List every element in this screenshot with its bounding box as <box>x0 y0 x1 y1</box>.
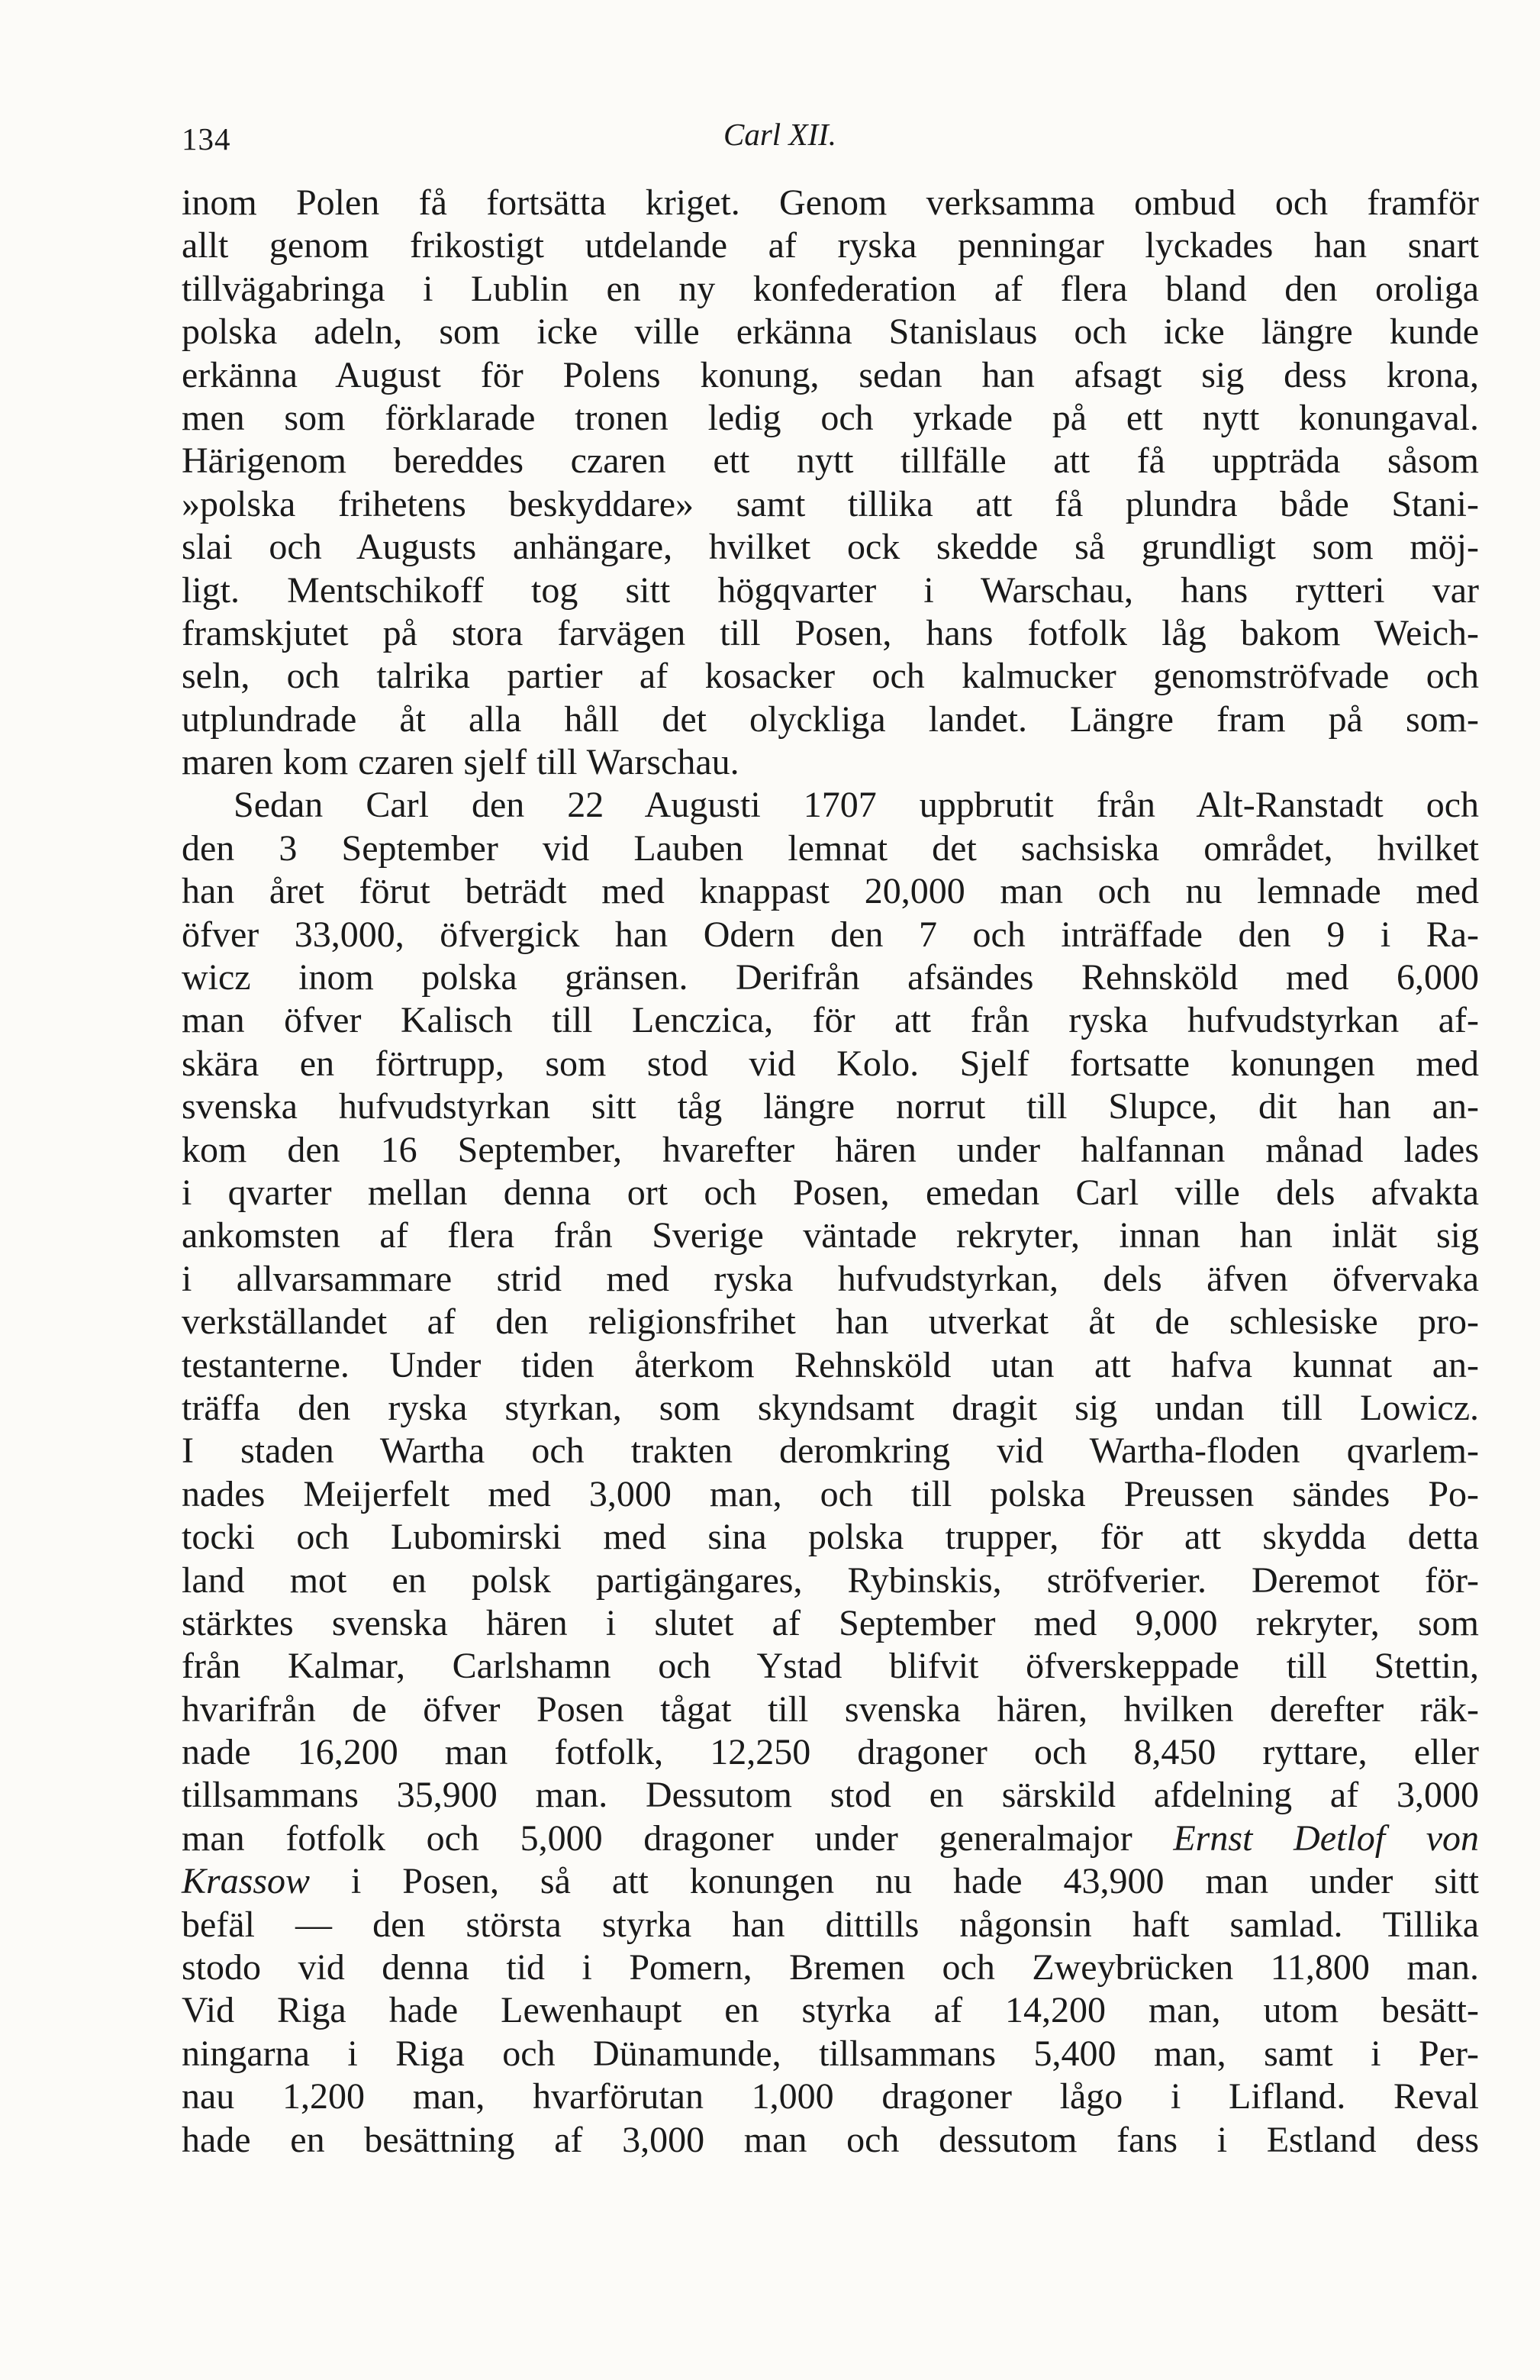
text-line: hvarifrån de öfver Posen tågat till svenska hären, hvilken derefter räk- <box>182 1688 1479 1730</box>
text-line: erkänna August för Polens konung, sedan han afsagt sig dess krona, <box>182 354 1479 395</box>
paragraph-end-line: maren kom czaren sjelf till Warschau. <box>182 742 739 783</box>
text-line: ningarna i Riga och Dünamunde, tillsammans 5,400 man, samt i Per- <box>182 2033 1479 2074</box>
running-title: Carl XII. <box>723 117 837 152</box>
paragraph-start-line: Sedan Carl den 22 Augusti 1707 uppbrutit från Alt-Ranstadt och <box>234 785 1479 826</box>
text-line: utplundrade åt alla håll det olyckliga landet. Längre fram på som- <box>182 698 1479 740</box>
text-line: i allvarsammare strid med ryska hufvudstyrkan, dels äfven öfvervaka <box>182 1258 1479 1299</box>
text-line: testanterne. Under tiden återkom Rehnsköld utan att hafva kunnat an- <box>182 1344 1479 1385</box>
text-line: wicz inom polska gränsen. Derifrån afsändes Rehnsköld med 6,000 <box>182 957 1479 998</box>
text-line: I staden Wartha och trakten deromkring vid Wartha-floden qvarlem- <box>182 1430 1479 1472</box>
text-line: men som förklarade tronen ledig och yrkade på ett nytt konungaval. <box>182 397 1479 438</box>
text-line: tillsammans 35,900 man. Dessutom stod en särskild afdelning af 3,000 <box>182 1775 1479 1816</box>
text-line: träffa den ryska styrkan, som skyndsamt dragit sig undan till Lowicz. <box>182 1387 1479 1428</box>
text-line: slai och Augusts anhängare, hvilket ock skedde så grundligt som möj- <box>182 527 1479 568</box>
text-line: kom den 16 September, hvarefter hären under halfannan månad lades <box>182 1129 1479 1170</box>
text-line: Vid Riga hade Lewenhaupt en styrka af 14,200 man, utom besätt- <box>182 1990 1479 2031</box>
text-line: han året förut beträdt med knappast 20,000 man och nu lemnade med <box>182 871 1479 912</box>
text-segment: man fotfolk och 5,000 dragoner under generalmajor <box>182 1817 1174 1859</box>
text-line: polska adeln, som icke ville erkänna Stanislaus och icke längre kunde <box>182 311 1479 353</box>
text-line: den 3 September vid Lauben lemnat det sachsiska området, hvilket <box>182 827 1479 869</box>
text-line: skära en förtrupp, som stod vid Kolo. Sjelf fortsatte konungen med <box>182 1043 1479 1084</box>
text-line: stärktes svenska hären i slutet af September med 9,000 rekryter, som <box>182 1602 1479 1643</box>
text-line: från Kalmar, Carlshamn och Ystad blifvit öfverskeppade till Stettin, <box>182 1646 1479 1687</box>
text-line: tillvägabringa i Lublin en ny konfederation af flera bland den oroliga <box>182 268 1479 309</box>
text-line: nau 1,200 man, hvarförutan 1,000 dragoner lågo i Lifland. Reval <box>182 2076 1479 2117</box>
text-line: seln, och talrika partier af kosacker och kalmucker genomströfvade och <box>182 656 1479 697</box>
italic-name: Ernst Detlof von <box>1173 1817 1479 1859</box>
text-line: svenska hufvudstyrkan sitt tåg längre norrut till Slupce, dit han an- <box>182 1086 1479 1127</box>
text-line: ligt. Mentschikoff tog sitt högqvarter i Warschau, hans rytteri var <box>182 569 1479 611</box>
text-line: ankomsten af flera från Sverige väntade rekryter, innan han inlät sig <box>182 1215 1479 1256</box>
page-header <box>182 114 1479 160</box>
text-line: nades Meijerfelt med 3,000 man, och till polska Preussen sändes Po- <box>182 1473 1479 1514</box>
text-line: framskjutet på stora farvägen till Posen, hans fotfolk låg bakom Weich- <box>182 612 1479 653</box>
text-line: stodo vid denna tid i Pomern, Bremen och Zweybrücken 11,800 man. <box>182 1947 1479 1988</box>
text-line: land mot en polsk partigängares, Rybinskis, ströfverier. Deremot för- <box>182 1559 1479 1601</box>
text-line: tocki och Lubomirski med sina polska trupper, för att skydda detta <box>182 1517 1479 1558</box>
text-line: nade 16,200 man fotfolk, 12,250 dragoner och 8,450 ryttare, eller <box>182 1732 1479 1773</box>
text-line: allt genom frikostigt utdelande af ryska penningar lyckades han snart <box>182 225 1479 266</box>
italic-name: Krassow <box>182 1861 311 1902</box>
text-line: öfver 33,000, öfvergick han Odern den 7 och inträffade den 9 i Ra- <box>182 914 1479 955</box>
page-number: 134 <box>182 121 231 156</box>
body-text <box>182 182 1479 2162</box>
text-line: »polska frihetens beskyddare» samt tillika att få plundra både Stani- <box>182 483 1479 524</box>
text-line: verkställandet af den religionsfrihet han utverkat åt de schlesiske pro- <box>182 1301 1479 1343</box>
text-segment: i Posen, så att konungen nu hade 43,900 man under sitt <box>310 1861 1479 1902</box>
text-line: man öfver Kalisch till Lenczica, för att från ryska hufvudstyrkan af- <box>182 1000 1479 1041</box>
text-line-with-italic-name <box>182 1860 1479 1903</box>
text-line: befäl — den största styrka han dittills någonsin haft samlad. Tillika <box>182 1904 1479 1945</box>
text-line: i qvarter mellan denna ort och Posen, emedan Carl ville dels afvakta <box>182 1172 1479 1213</box>
text-line: inom Polen få fortsätta kriget. Genom verksamma ombud och framför <box>182 182 1479 223</box>
text-line: hade en besättning af 3,000 man och dessutom fans i Estland dess <box>182 2119 1479 2160</box>
text-line-with-italic-name <box>182 1817 1479 1860</box>
text-line: Härigenom bereddes czaren ett nytt tillfälle att få uppträda såsom <box>182 440 1479 482</box>
